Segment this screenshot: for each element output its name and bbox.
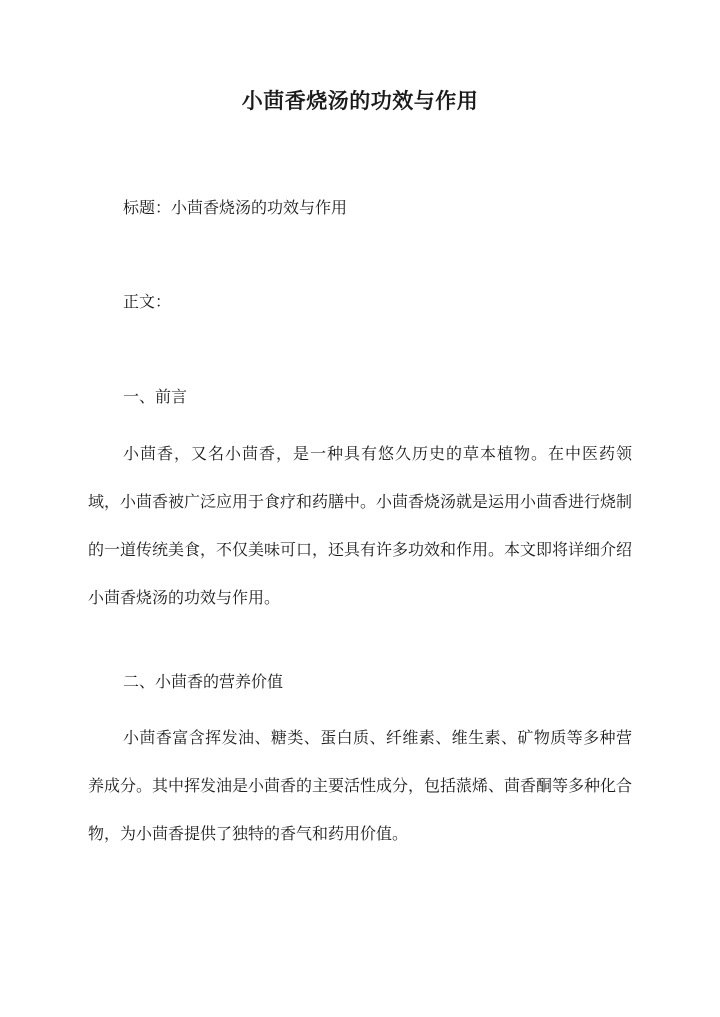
document-title: 小茴香烧汤的功效与作用 bbox=[241, 88, 479, 113]
section-paragraph-intro: 小茴香，又名小茴香，是一种具有悠久历史的草本植物。在中医药领域，小茴香被广泛应用于食疗和药膳中。小茴香烧汤就是运用小茴香进行烧制的一道传统美食，不仅美味可口，还具有许多功效和作用。本文即将详细介绍小茴香烧汤的功效与作用。 bbox=[88, 444, 633, 607]
section-heading-intro: 一、前言 bbox=[123, 387, 188, 406]
body-label: 正文： bbox=[123, 292, 172, 311]
section-paragraph-nutrition: 小茴香富含挥发油、糖类、蛋白质、纤维素、维生素、矿物质等多种营养成分。其中挥发油是小茴香的主要活性成分，包括蒎烯、茴香酮等多种化合物，为小茴香提供了独特的香气和药用价值。 bbox=[88, 728, 633, 843]
subject-line: 标题：小茴香烧汤的功效与作用 bbox=[123, 198, 348, 217]
section-heading-nutrition: 二、小茴香的营养价值 bbox=[123, 672, 284, 691]
